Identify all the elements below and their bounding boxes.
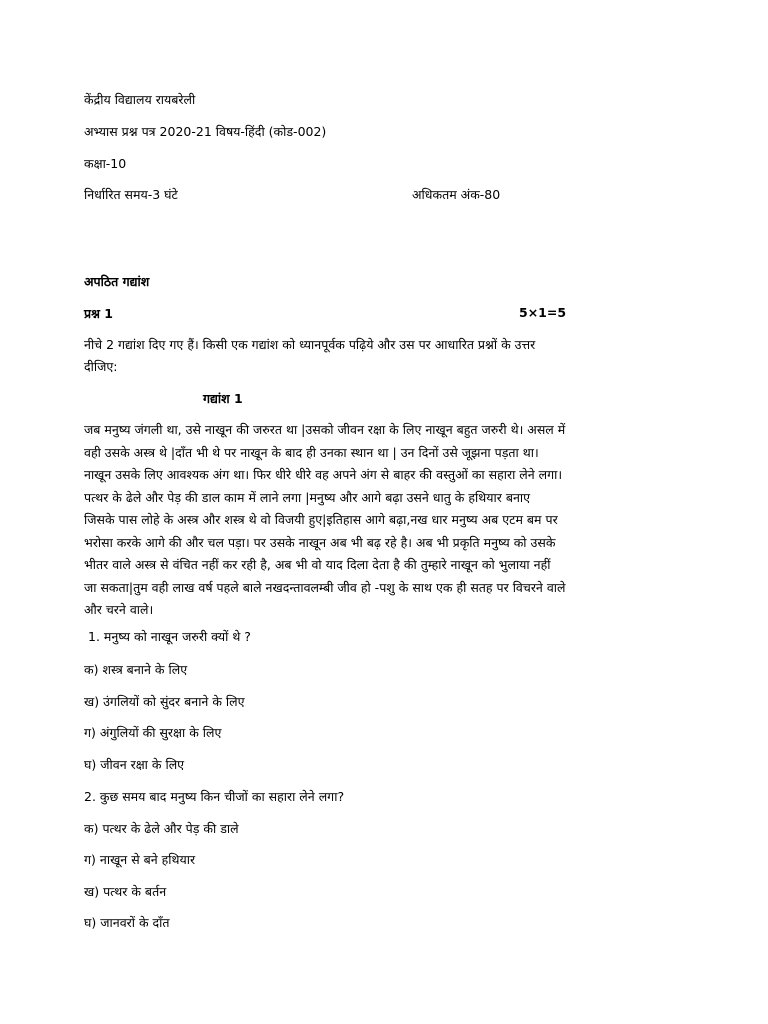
q2-option-b: ख) पत्थर के बर्तन xyxy=(84,884,167,899)
passage-line: और चरने वाले। xyxy=(84,602,154,617)
passage-line: भरोसा करके आगे की और चल पड़ा। पर उसके नाखून अब भी बढ़ रहे है। अब भी प्रकृति मनुष्य को उसके xyxy=(84,534,556,550)
q1-option-d: घ) जीवन रक्षा के लिए xyxy=(84,757,185,772)
q2-option-a: क) पत्थर के ढेले और पेड़ की डाले xyxy=(84,821,239,836)
q2-option-d: घ) जानवरों के दाँत xyxy=(84,915,170,930)
passage-line: जिसके पास लोहे के अस्त्र और शस्त्र थे वो विजयी हुए|इतिहास आगे बढ़ा,नख धार मनुष्य अब एटम बम पर xyxy=(84,512,558,527)
instruction-line-1: नीचे 2 गद्यांश दिए गए हैं। किसी एक गद्यांश को ध्यानपूर्वक पढ़िये और उस पर आधारित प्रश्नों के उत्तर xyxy=(84,337,536,352)
passage-title: गद्यांश 1 xyxy=(203,391,243,406)
q1-option-a: क) शस्त्र बनाने के लिए xyxy=(84,662,188,677)
passage-line: पत्थर के ढेले और पेड़ की डाल काम में लाने लगा |मनुष्य और आगे बढ़ा उसने धातु के हथियार बनाए xyxy=(84,489,531,505)
instruction-line-2: दीजिए: xyxy=(84,359,118,374)
question-label: प्रश्न 1 xyxy=(84,306,113,321)
question-1: 1. मनुष्य को नाखून जरुरी क्यों थे ? xyxy=(88,629,251,644)
section-title: अपठित गद्यांश xyxy=(84,274,150,289)
passage-text xyxy=(84,419,688,622)
question-2: 2. कुछ समय बाद मनुष्य किन चीजों का सहारा लेने लगा? xyxy=(84,789,345,804)
question-marks: 5×1=5 xyxy=(519,305,567,320)
q1-option-b: ख) उंगलियों को सुंदर बनाने के लिए xyxy=(84,694,245,709)
time-allowed: निर्धारित समय-3 घंटे xyxy=(84,187,178,202)
q2-option-c: ग) नाखून से बने हथियार xyxy=(84,852,196,867)
passage-line: वही उसके अस्त्र थे |दाँत भी थे पर नाखून के बाद ही उनका स्थान था | उन दिनों उसे जूझना पड़ता था। xyxy=(84,444,539,460)
passage-line: जा सकता|तुम वही लाख वर्ष पहले बाले नखदन्तावलम्बी जीव हो -पशु के साथ एक ही सतह पर विचरने वाले xyxy=(84,579,566,595)
school-name: केंद्रीय विद्यालय रायबरेली xyxy=(84,92,196,107)
passage-line: जब मनुष्य जंगली था, उसे नाखून की जरुरत था |उसको जीवन रक्षा के लिए नाखून बहुत जरुरी थे। असल में xyxy=(84,422,566,437)
passage-line: नाखून उसके लिए आवश्यक अंग था। फिर धीरे धीरे वह अपने अंग से बाहर की वस्तुओं का सहारा लेने लगा। xyxy=(84,467,563,482)
class-label: कक्षा-10 xyxy=(84,156,127,171)
passage-line: भीतर वाले अस्त्र से वंचित नहीं कर रही है, अब भी वो याद दिला देता है की तुम्हारे नाखून को भुलाया नहीं xyxy=(84,557,551,572)
paper-title: अभ्यास प्रश्न पत्र 2020-21 विषय-हिंदी (कोड-002) xyxy=(84,124,327,139)
q1-option-c: ग) अंगुलियों की सुरक्षा के लिए xyxy=(84,725,222,740)
max-marks: अधिकतम अंक-80 xyxy=(412,187,501,202)
